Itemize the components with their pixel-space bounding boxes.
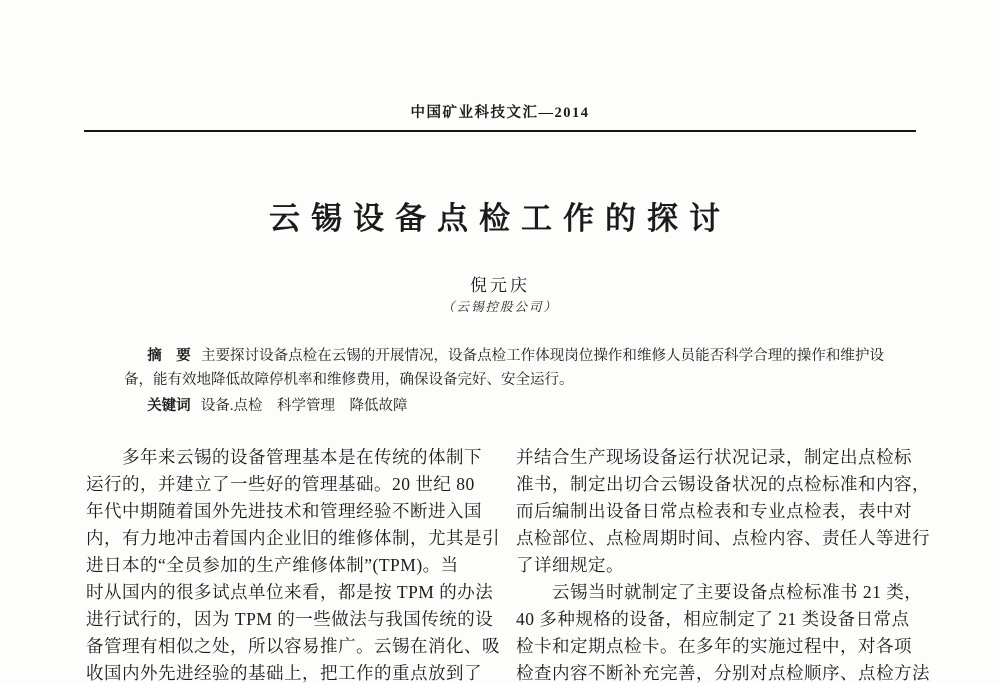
abstract-paragraph: [124, 344, 884, 392]
author-name: 倪元庆: [470, 276, 530, 295]
text-line: 多年来云锡的设备管理基本是在传统的体制下: [86, 447, 482, 467]
keywords-label: 关键词: [147, 398, 191, 414]
text-line: 运行的，并建立了一些好的管理基础。20 世纪 80: [86, 474, 475, 494]
abstract-text: 主要探讨设备点检在云锡的开展情况，设备点检工作体现岗位操作和维修人员能否科学合理的操作和维护设备，能有效地降低故障停机率和维修费用，确保设备完好、安全运行。: [124, 348, 885, 388]
text-line: 检查内容不断补充完善，分别对点检顺序、点检方法: [516, 663, 930, 683]
body-right-column: [516, 444, 936, 683]
keywords-line: [124, 394, 884, 418]
header-rule: [84, 130, 916, 132]
text-line: 收国内外先进经验的基础上，把工作的重点放到了: [86, 663, 482, 683]
text-line: 了详细规定。: [516, 555, 624, 575]
text-line: 内，有力地冲击着国内企业旧的维修体制，尤其是引: [86, 528, 500, 548]
text-line: 进日本的“全员参加的生产维修体制”(TPM)。当: [86, 555, 459, 575]
running-head: 中国矿业科技文汇—2014: [410, 105, 590, 121]
text-line: 时从国内的很多试点单位来看，都是按 TPM 的办法: [86, 582, 494, 602]
text-line: 准书，制定出切合云锡设备状况的点检标准和内容，: [516, 474, 930, 494]
text-line: 40 多种规格的设备，相应制定了 21 类设备日常点: [516, 609, 910, 629]
text-line: 检卡和定期点检卡。在多年的实施过程中，对各项: [516, 636, 912, 656]
text-line: 进行试行的，因为 TPM 的一些做法与我国传统的设: [86, 609, 494, 629]
text-line: 备管理有相似之处，所以容易推广。云锡在消化、吸: [86, 636, 500, 656]
article-title: 云锡设备点检工作的探讨: [269, 201, 731, 236]
text-line: 而后编制出设备日常点检表和专业点检表，表中对: [516, 501, 912, 521]
abstract-label: 摘 要: [147, 348, 191, 364]
text-line: 年代中期随着国外先进技术和管理经验不断进入国: [86, 501, 482, 521]
author-affiliation: （云锡控股公司）: [441, 300, 558, 314]
body-left-column: [86, 444, 506, 683]
text-line: 点检部位、点检周期时间、点检内容、责任人等进行: [516, 528, 930, 548]
text-line: 云锡当时就制定了主要设备点检标准书 21 类，: [516, 582, 923, 602]
text-line: 并结合生产现场设备运行状况记录，制定出点检标: [516, 447, 912, 467]
keywords-text: 设备.点检 科学管理 降低故障: [200, 398, 408, 414]
